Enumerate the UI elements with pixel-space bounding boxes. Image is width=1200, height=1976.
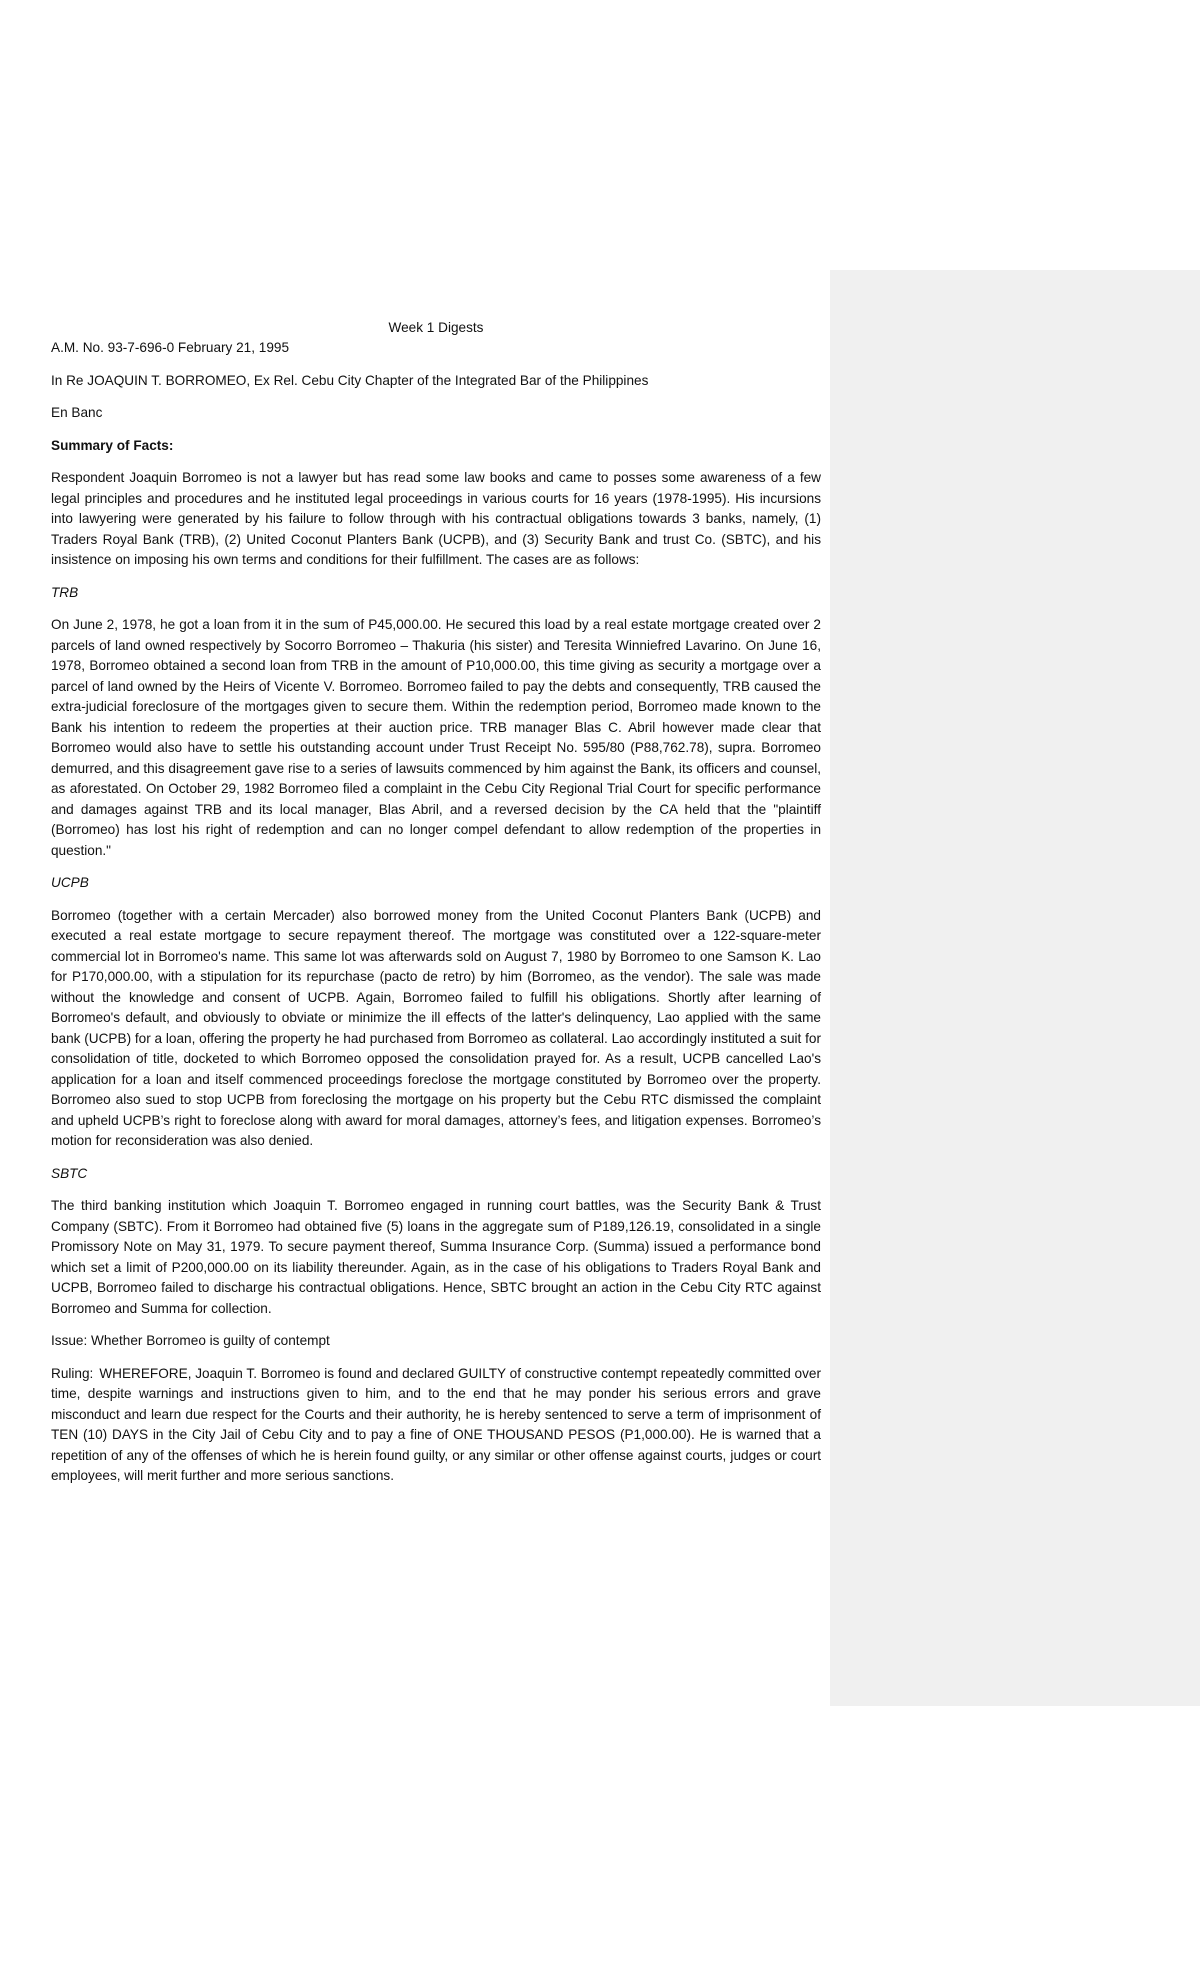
intro-paragraph: Respondent Joaquin Borromeo is not a lawyer but has read some law books and came to posses some awareness of a few legal principles and procedures and he instituted legal proceedings in various courts for 16 years (1978-1995). His incursions into lawyering were generated by his failure to follow through with his contractual obligations towards 3 banks, namely, (1) Traders Royal Bank (TRB), (2) United Coconut Planters Bank (UCPB), and (3) Security Bank and trust Co. (SBTC), and his insistence on imposing his own terms and conditions for their fulfillment. The cases are as follows:	[51, 470, 821, 567]
document-header: Week 1 Digests	[388, 320, 484, 335]
ucpb-paragraph: Borromeo (together with a certain Mercader) also borrowed money from the United Coconut Planters Bank (UCPB) and executed a real estate mortgage to secure repayment thereof. The mortgage was constituted over a 122-square-meter commercial lot in Borromeo's name. This same lot was afterwards sold on August 7, 1980 by Borromeo to one Samson K. Lao for P170,000.00, with a stipulation for its repurchase (pacto de retro) by him (Borromeo, as the vendor). The sale was made without the knowledge and consent of UCPB. Again, Borromeo failed to fulfill his obligations. Shortly after learning of Borromeo's default, and obviously to obviate or minimize the ill effects of the latter's delinquency, Lao applied with the same bank (UCPB) for a loan, offering the property he had purchased from Borromeo as collateral. Lao accordingly instituted a suit for consolidation of title, docketed to which Borromeo opposed the consolidation prayed for. As a result, UCPB cancelled Lao's application for a loan and itself commenced proceedings foreclose the mortgage constituted by Borromeo over the property. Borromeo also sued to stop UCPB from foreclosing the mortgage on his property but the Cebu RTC dismissed the complaint and upheld UCPB’s right to foreclose along with award for moral damages, attorney’s fees, and litigation expenses. Borromeo’s motion for reconsideration was also denied.	[51, 907, 821, 1148]
court-label: En Banc	[51, 405, 103, 420]
trb-paragraph: On June 2, 1978, he got a loan from it in the sum of P45,000.00. He secured this load by a real estate mortgage created over 2 parcels of land owned respectively by Socorro Borromeo – Thakuria (his sister) and Teresita Winniefred Lavarino. On June 16, 1978, Borromeo obtained a second loan from TRB in the amount of P10,000.00, this time giving as security a mortgage over a parcel of land owned by the Heirs of Vicente V. Borromeo. Borromeo failed to pay the debts and consequently, TRB caused the extra-judicial foreclosure of the mortgages given to secure them. Within the redemption period, Borromeo made known to the Bank his intention to redeem the properties at their auction price. TRB manager Blas C. Abril however made clear that Borromeo would also have to settle his outstanding account under Trust Receipt No. 595/80 (P88,762.78), supra. Borromeo demurred, and this disagreement gave rise to a series of lawsuits commenced by him against the Bank, its officers and counsel, as aforestated. On October 29, 1982 Borromeo filed a complaint in the Cebu City Regional Trial Court for specific performance and damages against TRB and its local manager, Blas Abril, and a reversed decision by the CA held that the "plaintiff (Borromeo) has lost his right of redemption and can no longer compel defendant to allow redemption of the properties in question."	[51, 617, 821, 858]
sbtc-heading: SBTC	[51, 1165, 88, 1181]
case-number: A.M. No. 93-7-696-0 February 21, 1995	[51, 340, 290, 355]
document-body	[51, 318, 821, 1499]
sbtc-paragraph: The third banking institution which Joaquin T. Borromeo engaged in running court battles, was the Security Bank & Trust Company (SBTC). From it Borromeo had obtained five (5) loans in the aggregate sum of P189,126.19, consolidated in a single Promissory Note on May 31, 1979. To secure payment thereof, Summa Insurance Corp. (Summa) issued a performance bond which set a limit of P200,000.00 on its liability thereunder. Again, as in the case of his obligations to Traders Royal Bank and UCPB, Borromeo failed to discharge his contractual obligations. Hence, SBTC brought an action in the Cebu City RTC against Borromeo and Summa for collection.	[51, 1198, 821, 1316]
ruling-paragraph	[51, 1364, 821, 1487]
comment-margin-pane	[830, 270, 1200, 1706]
ruling-text: WHEREFORE, Joaquin T. Borromeo is found and declared GUILTY of constructive contempt repeatedly committed over time, despite warnings and instructions given to him, and to the end that he may ponder his serious errors and grave misconduct and learn due respect for the Courts and their authority, he is hereby sentenced to serve a term of imprisonment of TEN (10) DAYS in the City Jail of Cebu City and to pay a fine of ONE THOUSAND PESOS (P1,000.00). He is warned that a repetition of any of the offenses of which he is herein found guilty, or any similar or other offense against courts, judges or court employees, will merit further and more serious sanctions.	[51, 1365, 821, 1483]
ruling-label: Ruling:	[51, 1365, 94, 1381]
issue-paragraph: Issue: Whether Borromeo is guilty of contempt	[51, 1333, 330, 1348]
trb-heading: TRB	[51, 584, 79, 600]
ucpb-heading: UCPB	[51, 875, 89, 890]
case-title: In Re JOAQUIN T. BORROMEO, Ex Rel. Cebu City Chapter of the Integrated Bar of the Philippines	[51, 372, 649, 388]
summary-heading: Summary of Facts:	[51, 437, 174, 453]
